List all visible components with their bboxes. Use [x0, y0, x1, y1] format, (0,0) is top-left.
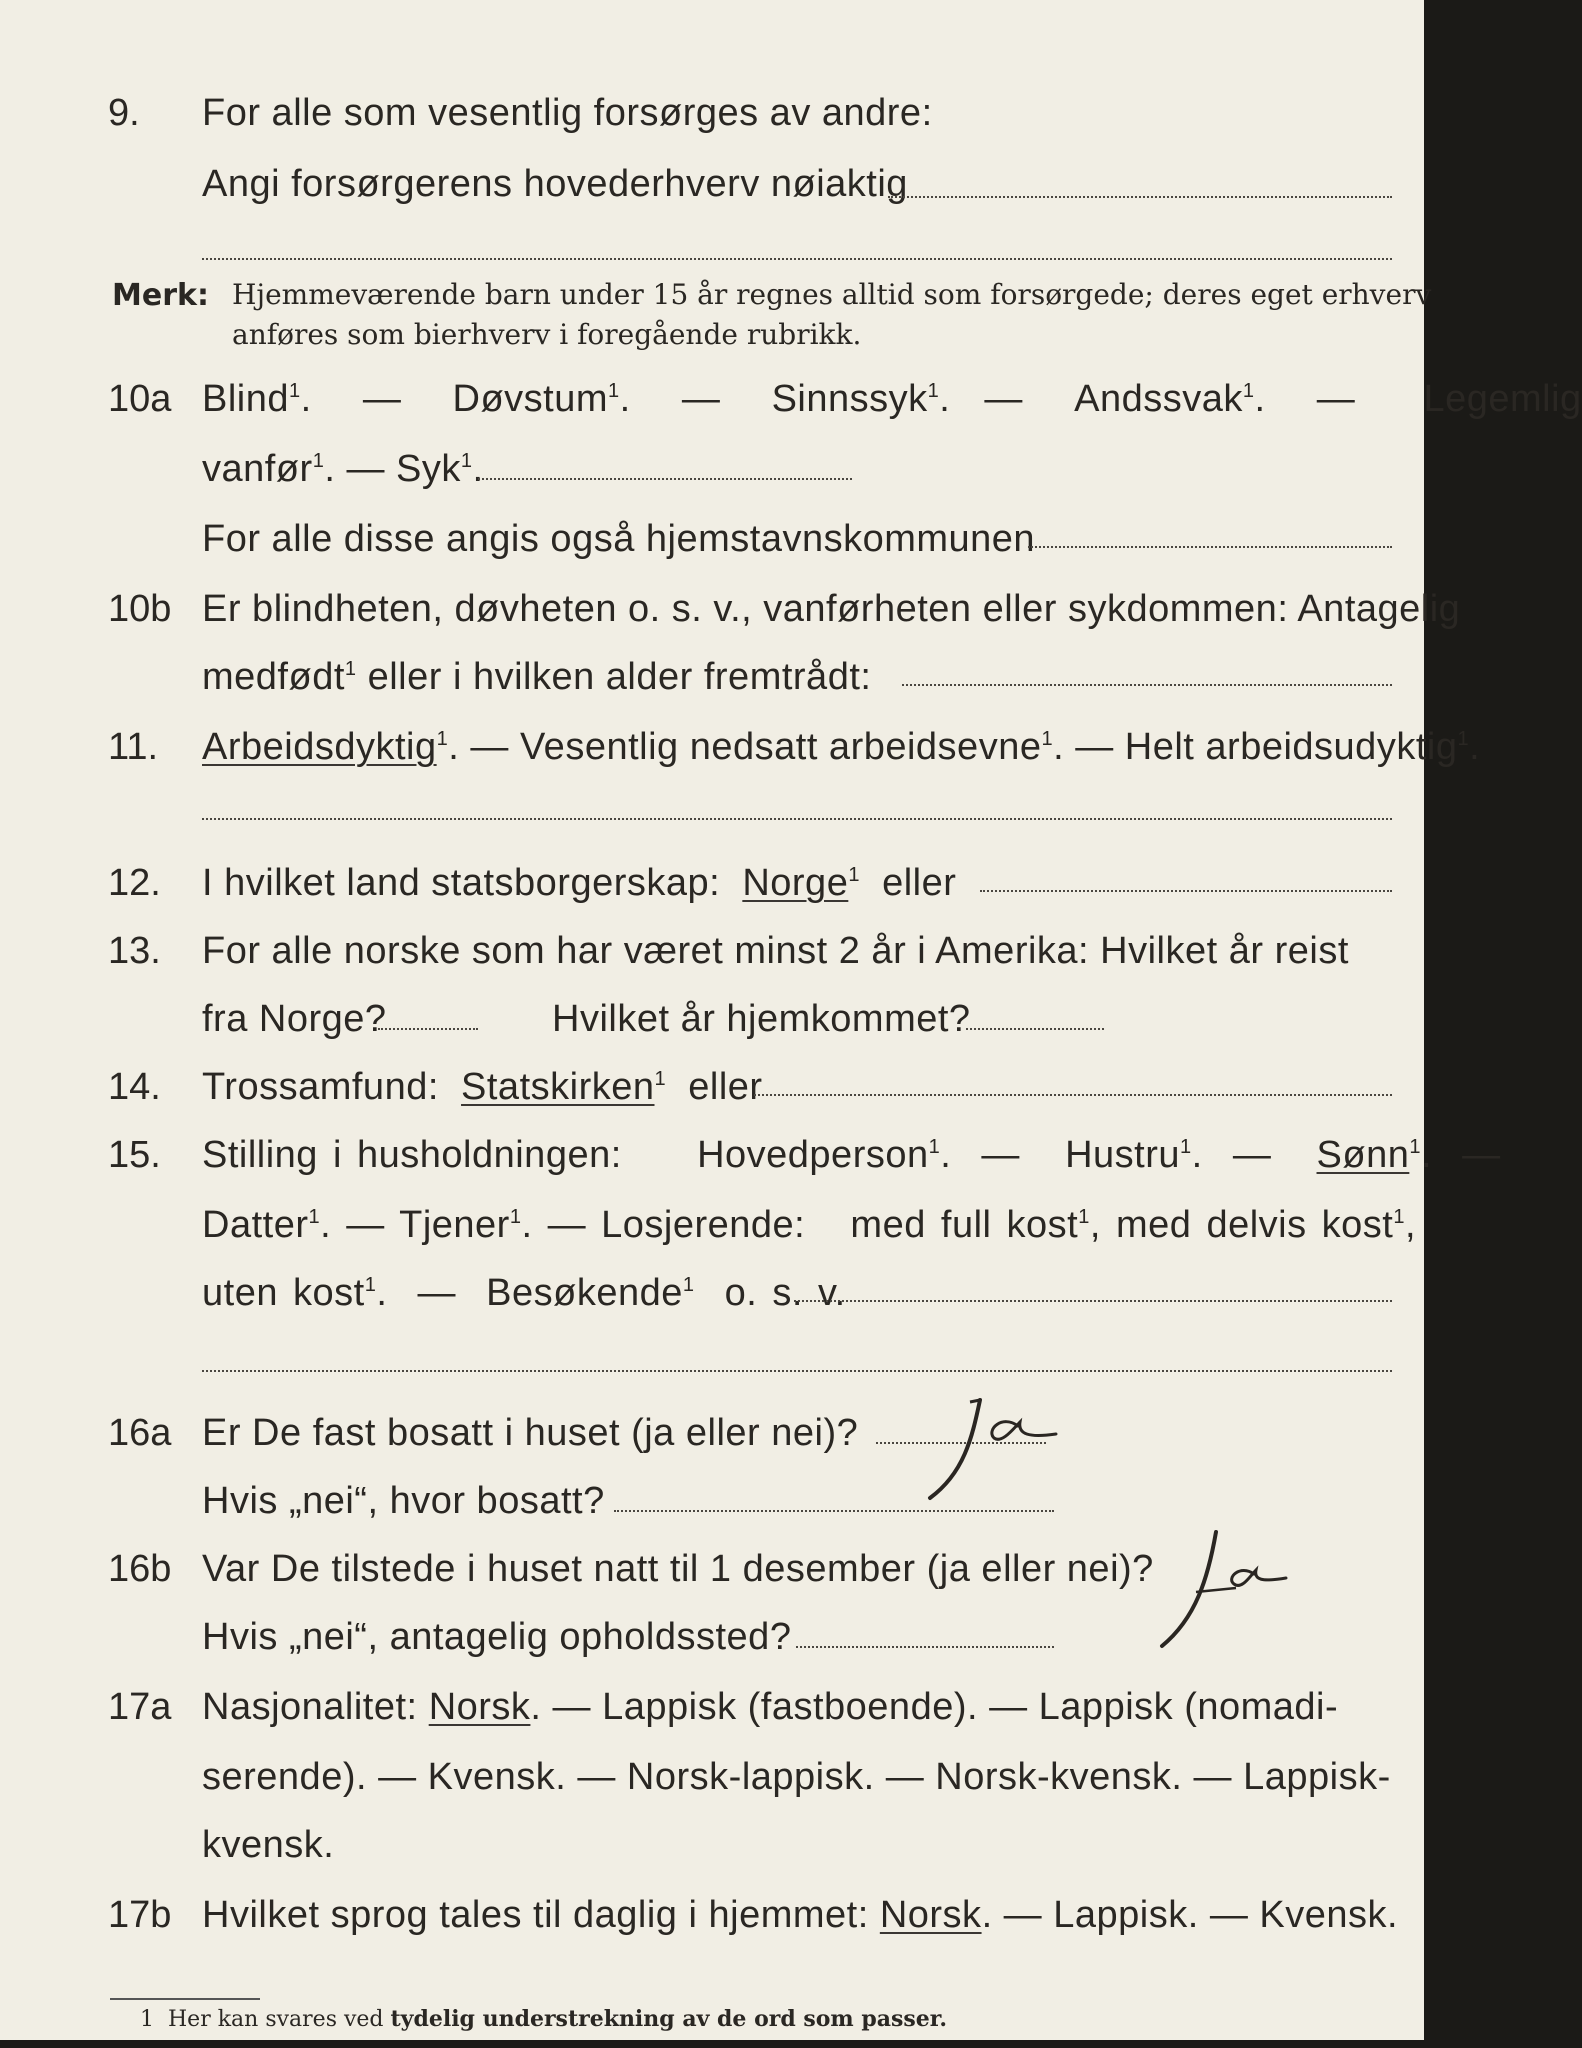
q10b-line2-rest: eller i hvilken alder fremtrådt:: [367, 656, 872, 698]
option-andssvak[interactable]: Andssvak: [1074, 378, 1243, 420]
handwritten-answer-16b: [1150, 1518, 1300, 1658]
q10a-line1: Blind$^1$. — Døvstum$^1$. — Sinnssyk$^1$. — Andssvak$^1$. — Legemlig: [202, 378, 1582, 420]
q9-line1: For alle som vesentlig forsørges av andre:: [202, 92, 933, 134]
q14-answer-field[interactable]: [754, 1094, 1392, 1096]
q16a-line1: Er De fast bosatt i huset (ja eller nei)?: [202, 1412, 859, 1454]
q11-line1: Arbeidsdyktig$^1$. — Vesentlig nedsatt arbeidsevne$^1$. — Helt arbeidsudyktig$^1$.: [202, 726, 1481, 768]
q16b-line2: Hvis „nei“, antagelig opholdssted?: [202, 1616, 792, 1658]
q15-line1: Stilling i husholdningen: Hovedperson$^1$. — Hustru$^1$. — Sønn$^1$. —: [202, 1134, 1501, 1176]
q15-answer-field[interactable]: [794, 1300, 1392, 1302]
q15-text: Stilling i husholdningen:: [202, 1134, 622, 1176]
q15-line2: Datter$^1$. — Tjener$^1$. — Losjerende: med full kost$^1$, med delvis kost$^1$,: [202, 1204, 1417, 1246]
q10a-answer-field[interactable]: [478, 478, 852, 480]
q14-line: Trossamfund: Statskirken$^1$ eller: [202, 1066, 763, 1108]
q17b-rest: . — Lappisk. — Kvensk.: [981, 1894, 1399, 1936]
q17a-line3: kvensk.: [202, 1824, 335, 1866]
q12-number: 12.: [108, 862, 161, 904]
option-sinnssyk[interactable]: Sinnssyk: [771, 378, 928, 420]
q17a-line1: [202, 1686, 1338, 1729]
q9-answer-field[interactable]: [888, 196, 1392, 198]
option-uten-kost[interactable]: uten kost: [202, 1272, 365, 1314]
q10a-line3: For alle disse angis også hjemstavnskommunen: [202, 518, 1036, 560]
option-hustru[interactable]: Hustru: [1065, 1134, 1181, 1176]
q12-eller: eller: [882, 862, 957, 904]
q16a-bosatt-field[interactable]: [614, 1510, 1054, 1512]
q12-answer-field[interactable]: [980, 890, 1392, 892]
q14-number: 14.: [108, 1066, 161, 1108]
q17a-text: Nasjonalitet:: [202, 1686, 418, 1728]
handwritten-answer-16a: [920, 1388, 1070, 1508]
option-syk[interactable]: Syk: [396, 448, 461, 490]
merk-line1: Hjemmeværende barn under 15 år regnes alltid som forsørgede; deres eget erhverv: [232, 278, 1432, 311]
footnote-text-bold: tydelig understrekning av de ord som passer.: [390, 2006, 948, 2032]
q17b-text: Hvilket sprog tales til daglig i hjemmet:: [202, 1894, 869, 1936]
q9-number: 9.: [108, 92, 140, 134]
q17a-number: 17a: [108, 1686, 172, 1728]
q11-number: 11.: [108, 726, 159, 768]
q14-eller: eller: [688, 1066, 763, 1108]
option-med-full-kost[interactable]: med full kost: [850, 1204, 1079, 1246]
q16b-number: 16b: [108, 1548, 172, 1590]
q9-answer-field-2[interactable]: [202, 258, 1392, 260]
option-statskirken[interactable]: Statskirken: [461, 1066, 655, 1108]
q16a-number: 16a: [108, 1412, 172, 1454]
option-legemlig[interactable]: Legemlig: [1423, 378, 1582, 420]
footnote-rule: [110, 1998, 260, 2000]
merk-line2: anføres som bierhverv i foregående rubrikk.: [232, 318, 862, 351]
option-norsk-17b[interactable]: Norsk: [879, 1894, 982, 1936]
option-hovedperson[interactable]: Hovedperson: [697, 1134, 929, 1176]
q10b-answer-field[interactable]: [902, 684, 1392, 686]
q15-osv: o. s. v.: [724, 1272, 846, 1314]
q12-text: I hvilket land statsborgerskap:: [202, 862, 721, 904]
q15-losjerende: Losjerende:: [601, 1204, 806, 1246]
option-blind[interactable]: Blind: [202, 378, 289, 420]
option-medfodt[interactable]: medfødt: [202, 656, 345, 698]
q11-answer-field[interactable]: [202, 818, 1392, 820]
q13-number: 13.: [108, 930, 161, 972]
option-arbeidsdyktig[interactable]: Arbeidsdyktig: [202, 726, 437, 768]
q13-line1: For alle norske som har været minst 2 år i Amerika: Hvilket år reist: [202, 930, 1349, 972]
option-norsk-17a[interactable]: Norsk: [428, 1686, 531, 1728]
option-norge[interactable]: Norge: [742, 862, 849, 904]
q15-line3: uten kost$^1$. — Besøkende$^1$ o. s. v.: [202, 1272, 846, 1314]
q10a-line2: vanfør$^1$. — Syk$^1$.: [202, 448, 484, 490]
option-dovstum[interactable]: Døvstum: [452, 378, 609, 420]
q16a-line2: Hvis „nei“, hvor bosatt?: [202, 1480, 605, 1522]
q14-text: Trossamfund:: [202, 1066, 439, 1108]
option-tjener[interactable]: Tjener: [399, 1204, 510, 1246]
footnote-marker: 1: [140, 2007, 154, 2032]
q9-line2: Angi forsørgerens hovederhverv nøiaktig: [202, 163, 908, 205]
q16b-line1: Var De tilstede i huset natt til 1 desember (ja eller nei)?: [202, 1548, 1154, 1590]
q10b-number: 10b: [108, 588, 172, 630]
q10a-number: 10a: [108, 378, 172, 420]
option-helt-arbeidsudyktig[interactable]: Helt arbeidsudyktig: [1124, 726, 1458, 768]
q13-hjemkommet: Hvilket år hjemkommet?: [552, 998, 971, 1040]
q10b-line2: medfødt$^1$ eller i hvilken alder fremtrådt:: [202, 656, 872, 698]
q13-fra-norge: fra Norge?: [202, 998, 387, 1040]
merk-label: Merk:: [112, 278, 209, 313]
option-vesentlig-nedsatt[interactable]: Vesentlig nedsatt arbeidsevne: [519, 726, 1042, 768]
q16b-opholdssted-field[interactable]: [796, 1646, 1054, 1648]
q10b-line1: Er blindheten, døvheten o. s. v., vanførheten eller sykdommen: Antagelig: [202, 588, 1461, 630]
q13-reist-field[interactable]: [378, 1028, 478, 1030]
option-med-delvis-kost[interactable]: med delvis kost: [1115, 1204, 1394, 1246]
q15-number: 15.: [108, 1134, 161, 1176]
q17a-line2: serende). — Kvensk. — Norsk-lappisk. — Norsk-kvensk. — Lappisk-: [202, 1756, 1391, 1798]
option-besokende[interactable]: Besøkende: [486, 1272, 683, 1314]
q17b-line: [202, 1894, 1398, 1937]
q17a-line1-rest: . — Lappisk (fastboende). — Lappisk (nomadi-: [530, 1686, 1339, 1728]
footnote-text: Her kan svares ved: [168, 2007, 391, 2032]
q13-hjemkommet-field[interactable]: [966, 1028, 1104, 1030]
option-sonn[interactable]: Sønn: [1316, 1134, 1410, 1176]
option-datter[interactable]: Datter: [202, 1204, 309, 1246]
option-vanfor[interactable]: vanfør: [202, 448, 313, 490]
footnote: [140, 2006, 947, 2032]
q17b-number: 17b: [108, 1894, 172, 1936]
q15-answer-field-2[interactable]: [202, 1370, 1392, 1372]
q10a-hjemstavn-field[interactable]: [1028, 546, 1392, 548]
q12-line: I hvilket land statsborgerskap: Norge$^1$ eller: [202, 862, 957, 904]
